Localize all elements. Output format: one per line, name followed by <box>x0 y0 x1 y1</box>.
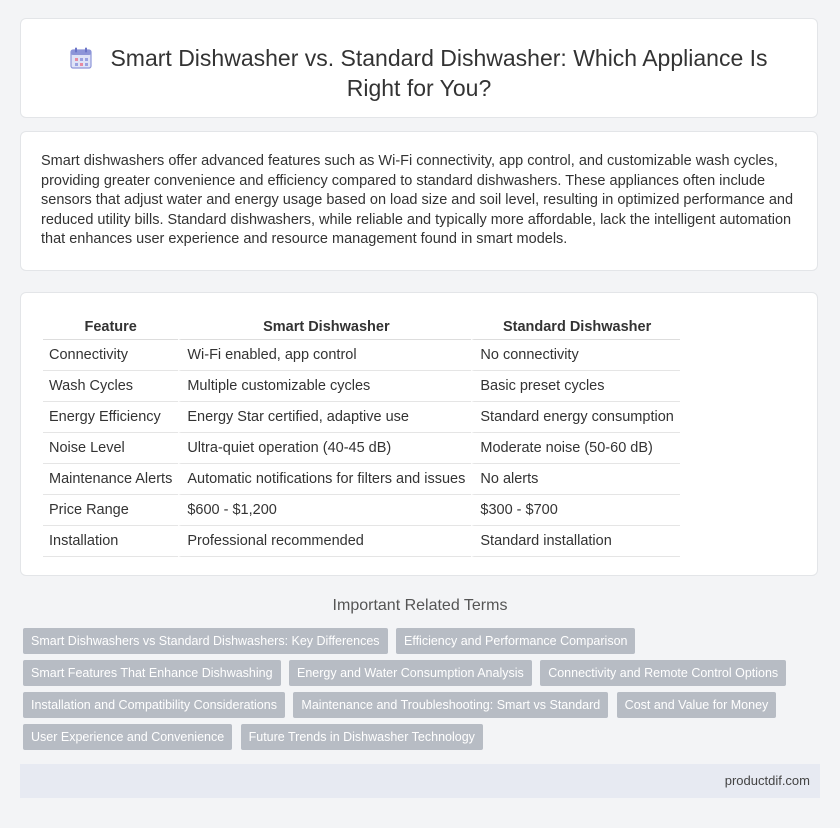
table-row <box>43 402 680 433</box>
cell-feature: Installation <box>43 526 178 557</box>
related-term-link[interactable]: Installation and Compatibility Considerations <box>23 692 285 718</box>
cell-standard: Moderate noise (50-60 dB) <box>471 433 679 464</box>
related-term-link[interactable]: Future Trends in Dishwasher Technology <box>241 724 483 750</box>
cell-standard: Standard installation <box>471 526 679 557</box>
cell-feature: Maintenance Alerts <box>43 464 178 495</box>
cell-standard: $300 - $700 <box>471 495 679 526</box>
cell-smart: Automatic notifications for filters and issues <box>178 464 471 495</box>
comparison-table-card <box>20 292 818 576</box>
related-term-link[interactable]: Efficiency and Performance Comparison <box>396 628 636 654</box>
header-card <box>20 18 818 118</box>
cell-smart: Professional recommended <box>178 526 471 557</box>
cell-smart: Multiple customizable cycles <box>178 371 471 402</box>
cell-smart: Ultra-quiet operation (40-45 dB) <box>178 433 471 464</box>
table-row <box>43 340 680 371</box>
related-term-link[interactable]: User Experience and Convenience <box>23 724 232 750</box>
cell-smart: Energy Star certified, adaptive use <box>178 402 471 433</box>
cell-standard: No alerts <box>471 464 679 495</box>
summary-text: Smart dishwashers offer advanced features such as Wi-Fi connectivity, app control, and customizable wash cycles, providing greater convenience and efficiency compared to standard dishwashers. These appliances often include sensors that adjust water and energy usage based on load size and soil level, resulting in optimized performance and reduced utility bills. Standard dishwashers, while reliable and typically more affordable, lack the intelligent automation that enhances user experience and resource management found in smart models. <box>41 153 794 247</box>
related-terms-title: Important Related Terms <box>332 597 508 614</box>
footer-site-link[interactable]: productdif.com <box>724 773 810 788</box>
page-title-text: Smart Dishwasher vs. Standard Dishwasher: Which Appliance Is Right for You? <box>110 45 768 101</box>
related-term-link[interactable]: Cost and Value for Money <box>617 692 777 718</box>
cell-feature: Energy Efficiency <box>43 402 178 433</box>
cell-standard: No connectivity <box>471 340 679 371</box>
cell-smart: $600 - $1,200 <box>178 495 471 526</box>
related-term-link[interactable]: Energy and Water Consumption Analysis <box>289 660 532 686</box>
cell-feature: Wash Cycles <box>43 371 178 402</box>
cell-feature: Noise Level <box>43 433 178 464</box>
related-term-link[interactable]: Smart Dishwashers vs Standard Dishwashers: Key Differences <box>23 628 388 654</box>
header-standard: Standard Dishwasher <box>471 313 679 340</box>
table-row <box>43 495 680 526</box>
cell-standard: Standard energy consumption <box>471 402 679 433</box>
cell-feature: Price Range <box>43 495 178 526</box>
summary-card <box>20 131 818 271</box>
table-row <box>43 526 680 557</box>
cell-smart: Wi-Fi enabled, app control <box>178 340 471 371</box>
cell-standard: Basic preset cycles <box>471 371 679 402</box>
table-row <box>43 371 680 402</box>
related-terms-list <box>23 628 803 756</box>
cell-feature: Connectivity <box>43 340 178 371</box>
page-title <box>61 43 777 103</box>
table-header-row <box>43 313 680 340</box>
header-feature: Feature <box>43 313 178 340</box>
table-row <box>43 464 680 495</box>
related-term-link[interactable]: Connectivity and Remote Control Options <box>540 660 786 686</box>
calendar-icon <box>70 47 92 69</box>
table-row <box>43 433 680 464</box>
header-smart: Smart Dishwasher <box>178 313 471 340</box>
footer <box>20 764 820 798</box>
comparison-table <box>43 313 680 557</box>
related-term-link[interactable]: Smart Features That Enhance Dishwashing <box>23 660 281 686</box>
related-term-link[interactable]: Maintenance and Troubleshooting: Smart vs Standard <box>293 692 608 718</box>
